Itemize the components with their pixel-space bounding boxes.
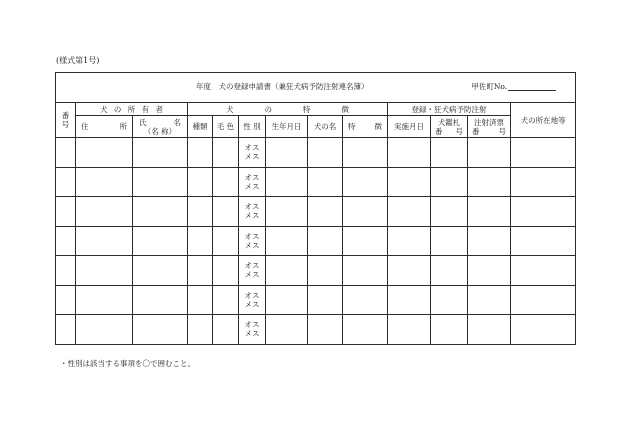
date-cell[interactable] (388, 256, 431, 286)
breed-cell[interactable] (188, 285, 213, 315)
breed-cell[interactable] (188, 315, 213, 345)
table-row (56, 167, 576, 197)
coat-cell[interactable] (213, 285, 239, 315)
date-cell[interactable] (388, 197, 431, 227)
dog-name-cell[interactable] (308, 167, 343, 197)
table-row (56, 256, 576, 286)
address-cell[interactable] (76, 197, 133, 227)
number-cell[interactable] (56, 226, 76, 256)
registration-table (55, 72, 576, 345)
injection-tag-cell[interactable] (468, 315, 511, 345)
dog-tag-cell[interactable] (431, 256, 468, 286)
number-cell[interactable] (56, 315, 76, 345)
name-cell[interactable] (133, 285, 188, 315)
special-cell[interactable] (343, 285, 388, 315)
dog-tag-cell[interactable] (431, 285, 468, 315)
coat-color-header: 毛 色 (213, 116, 239, 138)
coat-cell[interactable] (213, 138, 239, 168)
date-cell[interactable] (388, 315, 431, 345)
dog-tag-cell[interactable] (431, 226, 468, 256)
date-header: 実施月日 (388, 116, 431, 138)
dog-name-cell[interactable] (308, 226, 343, 256)
sex-cell[interactable]: オス メス (239, 167, 266, 197)
date-cell[interactable] (388, 138, 431, 168)
dog-tag-cell[interactable] (431, 315, 468, 345)
address-cell[interactable] (76, 167, 133, 197)
dog-tag-cell[interactable] (431, 167, 468, 197)
dog-name-cell[interactable] (308, 197, 343, 227)
birthdate-cell[interactable] (266, 197, 308, 227)
dog-name-cell[interactable] (308, 138, 343, 168)
form-title-row (56, 73, 576, 103)
name-cell[interactable] (133, 167, 188, 197)
location-cell[interactable] (511, 285, 576, 315)
number-cell[interactable] (56, 138, 76, 168)
rabies-group-header: 登録・狂犬病予防注射 (388, 103, 511, 116)
location-cell[interactable] (511, 197, 576, 227)
features-group-header: 犬 の 特 徴 (188, 103, 388, 116)
birthdate-cell[interactable] (266, 226, 308, 256)
breed-cell[interactable] (188, 226, 213, 256)
sex-cell[interactable]: オス メス (239, 138, 266, 168)
location-cell[interactable] (511, 315, 576, 345)
date-cell[interactable] (388, 167, 431, 197)
sex-cell[interactable]: オス メス (239, 197, 266, 227)
location-cell[interactable] (511, 256, 576, 286)
injection-tag-cell[interactable] (468, 256, 511, 286)
address-cell[interactable] (76, 285, 133, 315)
sex-cell[interactable]: オス メス (239, 226, 266, 256)
coat-cell[interactable] (213, 226, 239, 256)
table-row (56, 197, 576, 227)
address-cell[interactable] (76, 315, 133, 345)
form-title: 年度 犬の登録申請書（兼狂犬病予防注射連名簿） (196, 82, 369, 91)
location-cell[interactable] (511, 226, 576, 256)
location-header: 犬の所在地等 (511, 103, 576, 138)
name-cell[interactable] (133, 197, 188, 227)
special-cell[interactable] (343, 256, 388, 286)
sex-cell[interactable]: オス メス (239, 315, 266, 345)
sex-header: 性 別 (239, 116, 266, 138)
dog-name-cell[interactable] (308, 285, 343, 315)
injection-tag-header: 注射済票 番 号 (468, 116, 511, 138)
number-cell[interactable] (56, 167, 76, 197)
coat-cell[interactable] (213, 167, 239, 197)
dog-tag-cell[interactable] (431, 138, 468, 168)
dog-name-cell[interactable] (308, 256, 343, 286)
birthdate-cell[interactable] (266, 167, 308, 197)
date-cell[interactable] (388, 285, 431, 315)
table-row (56, 138, 576, 168)
special-features-header: 特 徴 (343, 116, 388, 138)
special-cell[interactable] (343, 167, 388, 197)
owner-group-header: 犬 の 所 有 者 (76, 103, 188, 116)
birthdate-cell[interactable] (266, 315, 308, 345)
birthdate-header: 生年月日 (266, 116, 308, 138)
coat-cell[interactable] (213, 256, 239, 286)
number-cell[interactable] (56, 197, 76, 227)
birthdate-cell[interactable] (266, 285, 308, 315)
special-cell[interactable] (343, 315, 388, 345)
special-cell[interactable] (343, 197, 388, 227)
address-cell[interactable] (76, 256, 133, 286)
injection-tag-cell[interactable] (468, 167, 511, 197)
sex-cell[interactable]: オス メス (239, 256, 266, 286)
breed-cell[interactable] (188, 138, 213, 168)
address-header: 住 所 (76, 116, 133, 138)
name-cell[interactable] (133, 226, 188, 256)
breed-header: 種類 (188, 116, 213, 138)
injection-tag-cell[interactable] (468, 197, 511, 227)
birthdate-cell[interactable] (266, 138, 308, 168)
number-cell[interactable] (56, 285, 76, 315)
sex-cell[interactable]: オス メス (239, 285, 266, 315)
dog-name-header: 犬の名 (308, 116, 343, 138)
number-header: 番 号 (56, 103, 76, 138)
location-cell[interactable] (511, 167, 576, 197)
certificate-number-field[interactable]: 甲佐町No. (471, 82, 556, 91)
table-row (56, 285, 576, 315)
dog-tag-header: 犬鑑札 番 号 (431, 116, 468, 138)
coat-cell[interactable] (213, 197, 239, 227)
date-cell[interactable] (388, 226, 431, 256)
breed-cell[interactable] (188, 197, 213, 227)
injection-tag-cell[interactable] (468, 138, 511, 168)
name-cell[interactable] (133, 138, 188, 168)
coat-cell[interactable] (213, 315, 239, 345)
dog-name-cell[interactable] (308, 315, 343, 345)
breed-cell[interactable] (188, 256, 213, 286)
form-number: (様式第1号) (56, 56, 100, 65)
table-row (56, 226, 576, 256)
name-header: 氏 名 （名 称） (133, 116, 188, 138)
injection-tag-cell[interactable] (468, 226, 511, 256)
dog-tag-cell[interactable] (431, 197, 468, 227)
breed-cell[interactable] (188, 167, 213, 197)
address-cell[interactable] (76, 138, 133, 168)
injection-tag-cell[interactable] (468, 285, 511, 315)
location-cell[interactable] (511, 138, 576, 168)
name-cell[interactable] (133, 256, 188, 286)
number-cell[interactable] (56, 256, 76, 286)
special-cell[interactable] (343, 226, 388, 256)
footnote: ・性別は該当する事項を〇で囲むこと。 (60, 359, 195, 368)
name-cell[interactable] (133, 315, 188, 345)
birthdate-cell[interactable] (266, 256, 308, 286)
address-cell[interactable] (76, 226, 133, 256)
table-row (56, 315, 576, 345)
special-cell[interactable] (343, 138, 388, 168)
